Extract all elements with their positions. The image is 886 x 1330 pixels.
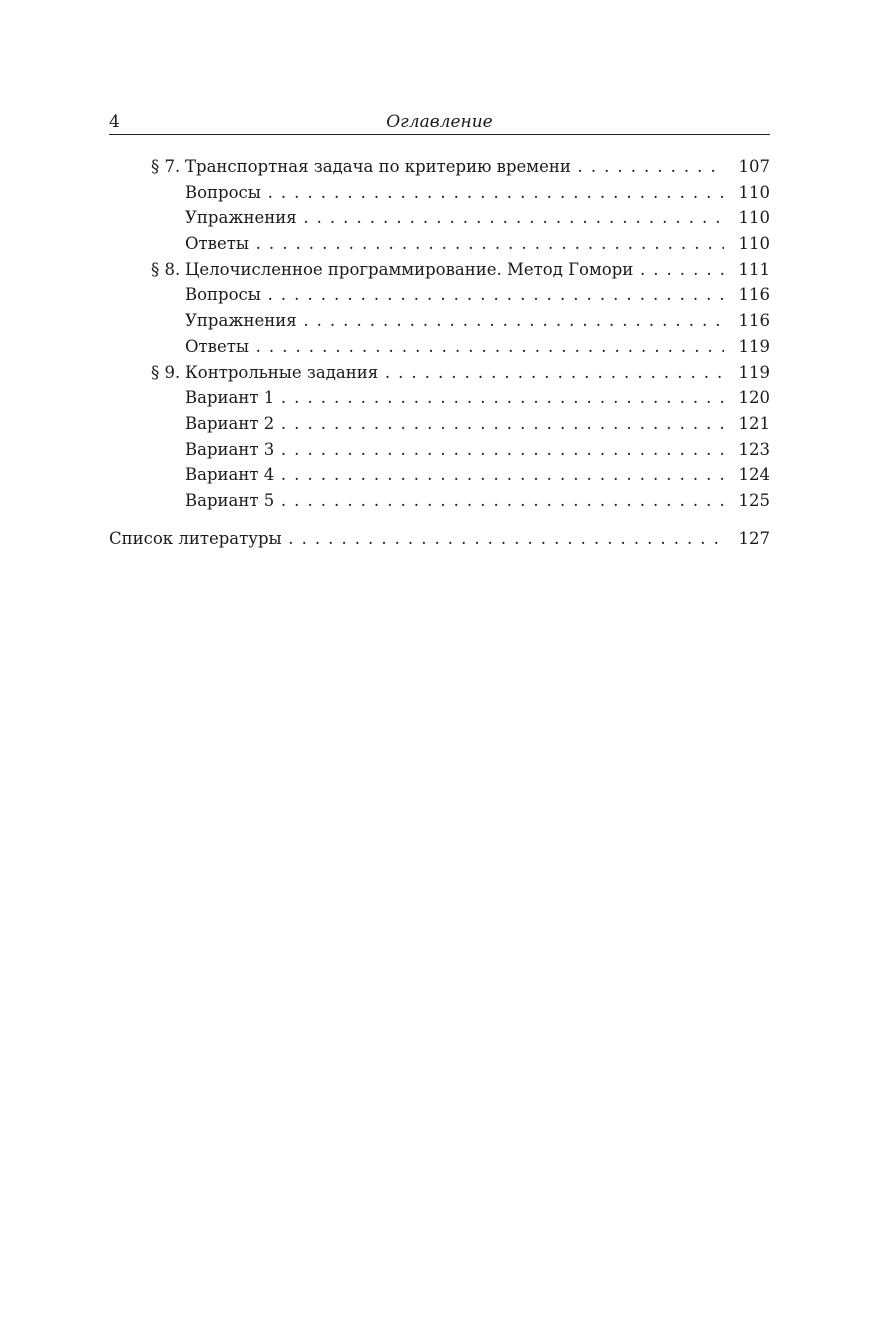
toc-entry-label	[185, 205, 724, 231]
toc-page-number: 107	[730, 154, 770, 180]
page-header	[109, 110, 770, 135]
toc-entry-label	[185, 282, 724, 308]
toc-entry	[109, 385, 770, 411]
toc-page-number: 119	[730, 360, 770, 386]
toc-entry	[109, 360, 770, 386]
toc-entry-title: Список литературы	[109, 528, 282, 548]
toc-entry	[109, 180, 770, 206]
toc-entry-title: Вариант 2	[185, 413, 275, 433]
toc-entry-title: Вариант 5	[185, 490, 275, 510]
toc-entry-title: Ответы	[185, 336, 249, 356]
toc-entry-label	[109, 526, 724, 552]
toc-entry	[109, 437, 770, 463]
toc-entry-label	[151, 154, 724, 180]
toc-entry-label	[185, 334, 724, 360]
toc-entry	[109, 411, 770, 437]
toc-entry	[109, 526, 770, 552]
toc-entry-label	[185, 462, 724, 488]
toc-entry-label	[185, 437, 724, 463]
toc-entry-title: Контрольные задания	[185, 362, 379, 382]
toc-page-number: 124	[730, 462, 770, 488]
toc-page-number: 125	[730, 488, 770, 514]
section-number: § 9.	[151, 362, 181, 382]
toc-entry-label	[185, 180, 724, 206]
toc-page-number: 119	[730, 334, 770, 360]
table-of-contents	[109, 154, 770, 551]
section-number: § 7.	[151, 157, 181, 176]
toc-entry-title: Вопросы	[185, 285, 261, 305]
toc-entry-title: Упражнения	[185, 208, 297, 228]
toc-entry-label	[185, 411, 724, 437]
toc-entry	[109, 308, 770, 334]
toc-page-number: 121	[730, 411, 770, 437]
toc-entry	[109, 488, 770, 514]
toc-entry-title: Вопросы	[185, 182, 261, 202]
toc-entry-title: Вариант 4	[185, 465, 275, 485]
toc-entry-label	[185, 385, 724, 411]
toc-page-number: 120	[730, 385, 770, 411]
toc-page-number: 110	[730, 205, 770, 231]
page-number: 4	[109, 112, 120, 132]
toc-entry-title: Вариант 1	[185, 388, 275, 408]
toc-page-number: 110	[730, 180, 770, 206]
toc-entry	[109, 205, 770, 231]
toc-entry	[109, 154, 770, 180]
toc-entry-title: Ответы	[185, 234, 249, 254]
toc-entry-label	[185, 231, 724, 257]
toc-entry	[109, 231, 770, 257]
toc-page-number: 111	[730, 257, 770, 283]
section-number: § 8.	[151, 259, 181, 279]
toc-page-number: 116	[730, 308, 770, 334]
toc-page-number: 123	[730, 437, 770, 463]
toc-entry-label	[185, 308, 724, 334]
toc-entry-title: Целочисленное программирование. Метод Гомори	[185, 259, 634, 279]
toc-page-number: 127	[730, 526, 770, 552]
toc-entry	[109, 282, 770, 308]
toc-entry-title: Вариант 3	[185, 439, 275, 459]
toc-entry-label	[151, 360, 724, 386]
toc-entry-label	[185, 488, 724, 514]
toc-entry	[109, 334, 770, 360]
toc-entry-title: Упражнения	[185, 311, 297, 331]
toc-entry	[109, 462, 770, 488]
toc-entry-label	[151, 257, 724, 283]
toc-entry-title: Транспортная задача по критерию времени	[185, 157, 571, 176]
toc-page-number: 110	[730, 231, 770, 257]
toc-page-number: 116	[730, 282, 770, 308]
running-title: Оглавление	[386, 112, 493, 132]
toc-entry	[109, 257, 770, 283]
